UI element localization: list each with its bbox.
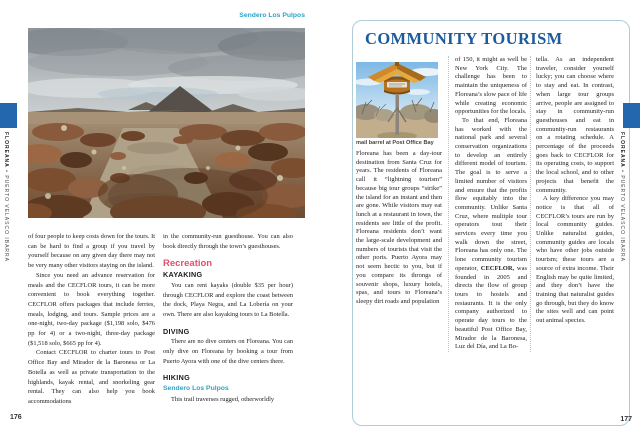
- paragraph: To that end, Floreana has worked with the national park and several conservation organizations to develop an entirely different model of tourism. The goal is to serve a limited number of visitors and ensure that the profits flow equitably into the community. Unlike Santa Cruz, where multiple tour operators tout their services every time you walk down the street, Floreana has only one. The lone community tourism operator, CECFLOR, was founded in 2005 and directs the flow of group tours to hostels and restaurants. It is the only company authorized to operate day tours to the beautiful Post Office Bay, Mirador de la Baronesa, Luz del Día, and La Bo-: [455, 116, 527, 351]
- edge-label-right: FLOREANA • PUERTO VELASCO IBARRA: [619, 132, 625, 262]
- paragraph: Since you need an advance reservation for meals and the CECFLOR tours, it can be more convenient to book everything together. CECFLOR offers packages that include ferries, meals, lodging, and tours. Sample prices are a one-night, two-day package ($1,198 solo, $476 pp for 4) or a two-night, three-day package ($1,518 solo, $665 pp for 4).: [28, 271, 155, 347]
- page-number-right: 177: [620, 416, 632, 423]
- sidebar-column-2: [455, 56, 527, 352]
- left-text-column-1: [28, 232, 155, 407]
- paragraph: A key difference you may notice is that all of CECFLOR’s tours are run by local community guides. Unlike naturalist guides, community guides are locals who have other jobs outside tourism; these tours are a source of extra income. Their English may be quite limited, and they don’t have the training that naturalist guides go through, but they do know the sites well and can point out animal species.: [536, 195, 614, 325]
- photo-caption-left: Sendero Los Pulpos: [239, 12, 305, 19]
- paragraph: in the community-run guesthouse. You can also book directly through the town’s guesthouses.: [163, 233, 293, 250]
- paragraph: You can rent kayaks (double $35 per hour) through CECFLOR and explore the coast between the dock, Playa Negra, and La Lobería on your own. There are also kayaking tours to La Botella.: [163, 281, 293, 318]
- paragraph: There are no dive centers on Floreana. You can only dive on Floreana by booking a tour from Puerto Ayora with one of the dive centers there.: [163, 338, 293, 365]
- paragraph: Floreana has been a day-tour destination from Santa Cruz for years. The residents of Floreana call it “lightning tourism” because big tour groups “strike” the island for an instant and then are gone. While visitors may eat lunch at a restaurant in town, the residents see little of the profit. Floreana residents don’t want the large-scale development and numbers of tourists that visit the other ports. Puerto Ayora may not seem hectic to you, but if you compare its throngs of souvenir shops, luxury hotels, spas, and tours to Floreana’s sleepy dirt roads and population: [356, 150, 442, 305]
- kayaking-heading: KAYAKING: [163, 270, 203, 280]
- recreation-heading: Recreation: [163, 258, 213, 270]
- paragraph: of 150, it might as well be New York City. The challenge has been to maintain the uniqueness of Floreana’s slow pace of life while creating economic opportunities for the locals.: [455, 56, 527, 116]
- chapter-tab-left: [0, 103, 17, 128]
- page-number-left: 176: [10, 414, 22, 421]
- mail-barrel-photo: [356, 62, 438, 138]
- column-divider: [448, 56, 449, 352]
- column-divider: [530, 56, 531, 352]
- operator-name: CECFLOR,: [480, 264, 515, 272]
- sidebar-title: COMMUNITY TOURISM: [365, 29, 563, 48]
- photo-caption-right: mail barrel at Post Office Bay: [356, 140, 434, 146]
- paragraph: Contact CECFLOR to charter tours to Post Office Bay and Mirador de la Baronesa or La Botella as well as private transportation to the highlands, kayak rental, and snorkeling gear rental. They can also help you book accommodations: [28, 349, 155, 405]
- paragraph: of four people to keep costs down for the tours. It can be hard to find a group if you travel by yourself because on any given day there may not be very many other visitors staying on the island.: [28, 233, 155, 270]
- sidebar-column-3: [536, 56, 614, 326]
- edge-label-left: FLOREANA • PUERTO VELASCO IBARRA: [3, 132, 9, 262]
- trail-name: Sendero Los Pulpos: [163, 385, 229, 393]
- left-text-column-2: [163, 232, 293, 405]
- sidebar-column-1: [356, 150, 442, 307]
- hiking-heading: HIKING: [163, 373, 190, 383]
- diving-heading: DIVING: [163, 326, 190, 336]
- paragraph: tella. As an independent traveler, consider yourself lucky; you can choose where to stay and eat. In contrast, when large tour groups arrive, people are assigned to stay in community-run guesthouses and eat in community-run restaurants on a rotating schedule. A percentage of the proceeds goes back to CECFLOR for its operating costs, to support the local school, and to other projects that benefit the community.: [536, 56, 614, 194]
- landscape-photo: [28, 28, 305, 218]
- chapter-tab-right: [623, 103, 640, 128]
- paragraph: This trail traverses rugged, otherworldly: [171, 395, 275, 403]
